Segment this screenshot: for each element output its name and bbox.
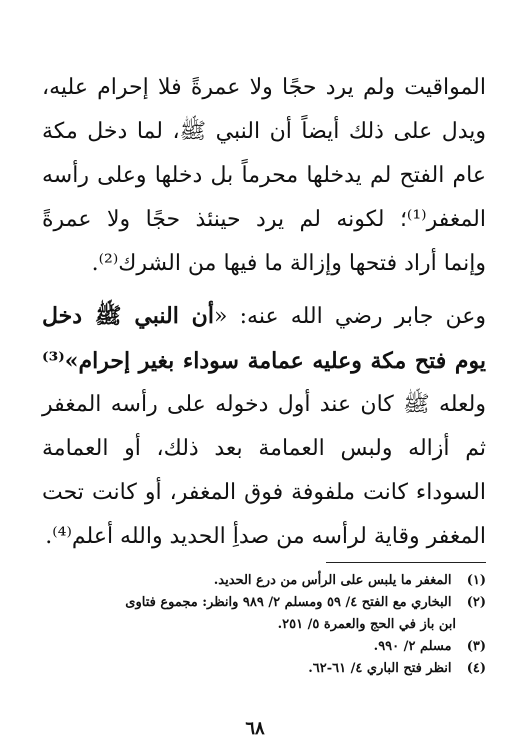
footnote-text: المغفر ما يلبس على الرأس من درع الحديد. xyxy=(213,573,452,588)
text-line: المغفر⁽¹⁾؛ لكونه لم يرد حينئذ حجًا ولا عمرةً xyxy=(42,207,486,232)
footnote-2-continuation: ابن باز في الحج والعمرة ٥/ ٢٥١. xyxy=(277,617,456,632)
footnote-number: (١) xyxy=(466,573,486,588)
footnote-1 xyxy=(46,570,486,592)
text-line: وإنما أراد فتحها وإزالة ما فيها من الشرك⁽²⁾. xyxy=(91,251,486,276)
paragraph-1 xyxy=(42,66,486,286)
footnote-text: مسلم ٢/ ٩٩٠. xyxy=(373,639,452,654)
page-number: ٦٨ xyxy=(245,718,265,739)
text-line: ويدل على ذلك أيضاً أن النبي ﷺ، لما دخل مكة xyxy=(42,119,486,144)
footnote-2 xyxy=(46,592,486,614)
footnotes xyxy=(46,570,486,680)
text-line: المواقيت ولم يرد حجًا ولا عمرةً فلا إحرام عليه، xyxy=(42,75,486,100)
hadith-intro: وعن جابر رضي الله عنه: « xyxy=(213,304,487,329)
footnote-4 xyxy=(46,658,486,680)
footnote-text: البخاري مع الفتح ٤/ ٥٩ ومسلم ٢/ ٩٨٩ وانظر: مجموع فتاوى xyxy=(125,595,452,610)
text-line xyxy=(42,294,486,339)
footnote-text: انظر فتح الباري ٤/ ٦١-٦٢. xyxy=(308,661,452,676)
footnote-number: (٢) xyxy=(466,595,486,610)
footnote-3 xyxy=(46,636,486,658)
footnote-number: (٤) xyxy=(466,661,486,676)
footnote-number: (٣) xyxy=(466,639,486,654)
text-line: ولعله ﷺ كان عند أول دخوله على رأسه المغفر xyxy=(42,392,486,417)
main-text xyxy=(42,66,486,559)
text-line: عام الفتح لم يدخلها محرماً بل دخلها وعلى رأسه xyxy=(42,163,486,188)
hadith-text-bold: أن النبي ﷺ دخل xyxy=(42,303,214,329)
hadith-text-bold: يوم فتح مكة وعليه عمامة سوداء بغير إحرام»⁽³⁾ xyxy=(42,348,486,374)
text-line: المغفر وقاية لرأسه من صدأِ الحديد والله أعلم⁽⁴⁾. xyxy=(45,524,486,549)
text-line: ثم أزاله ولبس العمامة بعد ذلك، أو العمامة xyxy=(42,436,486,461)
footnote-separator xyxy=(326,562,486,563)
text-line: السوداء كانت ملفوفة فوق المغفر، أو كانت تحت xyxy=(42,480,486,505)
paragraph-2 xyxy=(42,294,486,559)
